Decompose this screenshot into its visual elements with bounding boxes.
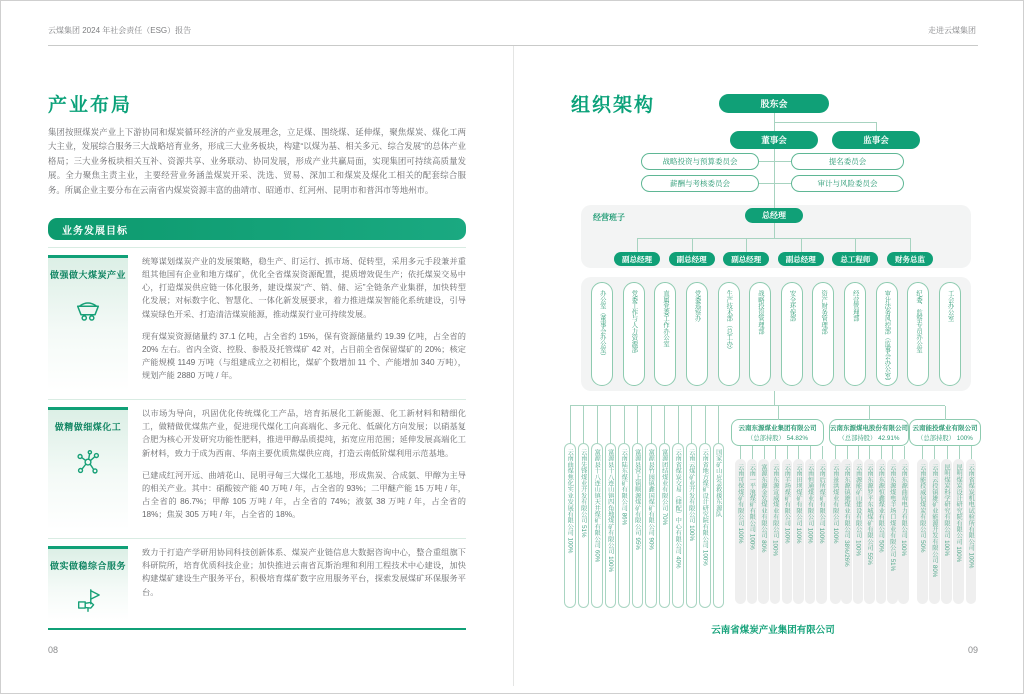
connector-line bbox=[774, 149, 775, 209]
group1-children-row bbox=[735, 459, 827, 604]
group-company-box: 云南东源煤业集团有限公司 （总部持股） 54.82% bbox=[731, 419, 824, 446]
subsidiary-pill: 富源东源金发煤业有限公司 80% bbox=[758, 459, 769, 604]
department-pill: 办公室（董事会办公室） bbox=[591, 282, 613, 386]
shareholders-meeting-pill: 股东会 bbox=[719, 94, 829, 113]
direct-subsidiaries-row bbox=[564, 443, 724, 608]
department-pill: 生产技术部（总工办） bbox=[718, 282, 740, 386]
management-team-label: 经营班子 bbox=[593, 213, 625, 222]
subsidiary-pill: 昆明煤炭科学研究有限公司 100% bbox=[941, 459, 952, 604]
connector-line bbox=[759, 183, 791, 184]
subsidiary-pill: 云南能投威信煤炭有限公司 50% bbox=[917, 459, 928, 604]
subsidiary-pill: 富源团结煤业有限公司 70% bbox=[659, 443, 671, 608]
subsidiary-pill: 富源县十八连山镇四角地煤矿有限公司 100% bbox=[605, 443, 617, 608]
department-pill: 经营管理部 bbox=[844, 282, 866, 386]
executive-pill: 副总经理 bbox=[723, 252, 769, 266]
general-manager-pill: 总经理 bbox=[745, 208, 803, 223]
section-header-bar: 业务发展目标 bbox=[48, 218, 466, 240]
subsidiary-pill: 云南后所煤矿有限公司 100% bbox=[816, 459, 827, 604]
subsidiary-pill: 富源县十八连山镇天井煤矿有限公司 60% bbox=[591, 443, 603, 608]
subsidiary-pill: 昆明煤炭设计研究院有限公司 100% bbox=[953, 459, 964, 604]
subsidiary-pill: 云南东源曲靖电力有限公司 100% bbox=[898, 459, 909, 604]
goal-row-coal-chemical bbox=[48, 399, 466, 538]
connector-line bbox=[774, 223, 775, 238]
executive-pill: 总工程师 bbox=[832, 252, 878, 266]
goal-text bbox=[142, 546, 466, 620]
mine-cart-icon bbox=[73, 297, 103, 323]
goal-label-cell bbox=[48, 546, 128, 620]
executive-pill: 副总经理 bbox=[778, 252, 824, 266]
goal-text bbox=[142, 255, 466, 391]
connector-line bbox=[774, 122, 876, 123]
business-goal-rows bbox=[48, 247, 466, 630]
goal-row-coal-industry bbox=[48, 248, 466, 399]
goal-paragraph: 致力于打造产学研用协同科技创新体系、煤炭产业链信息大数据咨询中心，整合重组旗下科研院所，培育优质科技企业；加快推进云南省瓦斯治理和利用工程技术中心建设，加快构建煤矿建设生产服务平台，积极培育煤矿数字应用服务平台，探索发展煤矿环保服务平台。 bbox=[142, 548, 466, 597]
subsidiary-pill: 云南羊场煤矿有限公司 100% bbox=[782, 459, 793, 604]
committee-pill: 审计与风险委员会 bbox=[791, 175, 904, 192]
department-pill: 党委工作与人力资源部 bbox=[623, 282, 645, 386]
subsidiary-pill: 云南云煤矿业开发有限公司 100% bbox=[686, 443, 698, 608]
department-pill: 党委巡察办 bbox=[686, 282, 708, 386]
subsidiary-pill: 富源县竹园镇鑫国煤矿有限公司 90% bbox=[645, 443, 657, 608]
group-company-box: 云南东源煤电股份有限公司 （总部持股） 42.91% bbox=[829, 419, 909, 446]
subsidiary-pill: 云南省煤炭机电试验所有限公司 100% bbox=[966, 459, 977, 604]
subsidiary-pill: 云南东源镇雄煤业有限公司 38%/26% bbox=[841, 459, 852, 604]
subsidiary-pill: 云南一平浪煤矿有限公司 100% bbox=[747, 459, 758, 604]
supervisory-board-pill: 监事会 bbox=[832, 131, 920, 149]
department-pill: 安全环保部 bbox=[781, 282, 803, 386]
department-pill: 战略投资管理部 bbox=[749, 282, 771, 386]
executive-pill: 财务总监 bbox=[887, 252, 933, 266]
subsidiary-pill: 云南东源恒鑫煤业有限公司 50% bbox=[876, 459, 887, 604]
goal-label: 做精做细煤化工 bbox=[54, 422, 122, 433]
goal-row-services bbox=[48, 538, 466, 628]
subsidiary-pill: 云南田坝煤矿有限公司 100% bbox=[793, 459, 804, 604]
executives-row bbox=[614, 252, 933, 266]
committee-pill: 提名委员会 bbox=[791, 153, 904, 170]
department-pill: 审计法务风控部（监事会办公室） bbox=[876, 282, 898, 386]
goal-paragraph: 统筹谋划煤炭产业的发展策略，稳生产、盯运行、抓市场、促转型，采用多元手段兼并重组其他国有企业和地方煤矿，优化全省煤炭资源配置，提质增效促生产；依托煤炭交易中心，打造煤炭供应链一体化服务，建设煤炭“产、销、储、运”全链条产业集群，加快转型化发展；对标数字化、智慧化、一体化新发展要求，着力推进煤炭智能化系统建设，引导煤炭绿色开采、打造清洁煤炭能源，推动煤炭行业可持续发展。 bbox=[142, 257, 466, 319]
subsidiary-pill: 云南恒通煤业有限公司 100% bbox=[805, 459, 816, 604]
subsidiary-pill: 云南景洪煤业有限公司 100% bbox=[830, 459, 841, 604]
goal-paragraph: 以市场为导向，巩固优化传统煤化工产品，培育拓展化工新能源、化工新材料和精细化工，做精做优煤焦产业，促进现代煤化工向高端化、多元化、低碳化方向发展；以硝基复合肥为核心开发研究功能性肥料，推进甲醇品质提纯，拓宽应用范围；延伸发展高端化工新材料，致力于成为西南、华南主要优质焦煤供应商，打造云南低阶煤利用示范基地。 bbox=[142, 409, 466, 458]
committee-pill: 薪酬与考核委员会 bbox=[641, 175, 759, 192]
subsidiary-pill: 云南陆东煤矿有限公司 86% bbox=[618, 443, 630, 608]
departments-row bbox=[591, 282, 961, 386]
department-pill: 直属党委工作办公室 bbox=[654, 282, 676, 386]
right-page bbox=[513, 1, 1024, 694]
intro-paragraph: 集团按照煤炭产业上下游协同和煤炭循环经济的产业发展理念，立足煤、围绕煤、延伸煤，聚焦煤炭、煤化工两大主业，发展综合服务三大战略培育业务，形成三大业务板块，构建“以煤为基、相关多元、综合发展”的总体产业格局；三大业务板块相关互补、资源共享、业务联动、协同发展，形成产业共赢局面，实现集团可持续高质量发展。全力聚焦主责主业，主要经营业务涵盖煤炭开采、洗选、贸易、深加工和煤炭及煤化工相关的配套综合服务。所属企业主要分布在云南省内煤炭资源丰富的曲靖市、昭通市、红河州、昆明市和普洱市等地州市。 bbox=[48, 127, 466, 195]
page-number-right: 09 bbox=[967, 645, 978, 655]
subsidiary-pill: 云南可保煤矿有限公司 100% bbox=[735, 459, 746, 604]
executive-pill: 副总经理 bbox=[614, 252, 660, 266]
subsidiary-pill: 云南东源罗平东城煤矿有限公司 55% bbox=[864, 459, 875, 604]
connector-line bbox=[774, 391, 775, 405]
department-pill: 纪委、监察专员办公室 bbox=[907, 282, 929, 386]
committee-pill: 战略投资与预算委员会 bbox=[641, 153, 759, 170]
board-of-directors-pill: 董事会 bbox=[730, 131, 818, 149]
goal-paragraph: 现有煤炭资源储量约 37.1 亿吨，占全省约 15%，保有资源储量约 19.39 亿吨，占全省的 20% 左右。省内全资、控股、参股及托管煤矿 42 对，占目前全省保留煤矿的 20%；核定产能规模 1149 万吨（与组建成立之初相比，煤矿个数增加 11 个、产能增加 340 万吨），规划产能 2880 万吨 / 年。 bbox=[142, 331, 466, 380]
subsidiary-pill: 云南先锋煤业开发有限公司 51% bbox=[578, 443, 590, 608]
parent-company-label: 云南省煤炭产业集团有限公司 bbox=[711, 625, 835, 636]
right-page-title: 组织架构 bbox=[571, 94, 656, 116]
page-number-left: 08 bbox=[48, 645, 59, 655]
subsidiary-pill: 云南曲煤焦化实业发展有限公司 100% bbox=[564, 443, 576, 608]
goal-label-cell bbox=[48, 407, 128, 530]
group2-children-row bbox=[830, 459, 909, 604]
molecule-icon bbox=[74, 449, 102, 477]
subsidiary-pill: 云南省地方煤矿设计研究院有限公司 100% bbox=[699, 443, 711, 608]
connector-line bbox=[637, 238, 910, 239]
connector-line bbox=[759, 161, 791, 162]
left-page-title: 产业布局 bbox=[48, 94, 133, 116]
subsidiary-pill: 云南云投镇雄矿业能源开发有限公司 80% bbox=[929, 459, 940, 604]
subsidiary-pill: 云南省煤炭交易（储配）中心有限公司 40% bbox=[672, 443, 684, 608]
subsidiary-pill: 富源县营上镇顺源煤矿有限公司 95% bbox=[632, 443, 644, 608]
subsidiary-pill: 国家矿山应急救援东源队 bbox=[713, 443, 725, 608]
goal-label: 做实做稳综合服务 bbox=[49, 561, 126, 572]
department-pill: 工会办公室 bbox=[939, 282, 961, 386]
header-right: 走进云煤集团 bbox=[928, 26, 976, 35]
goal-label: 做强做大煤炭产业 bbox=[49, 270, 126, 280]
goal-paragraph: 已建成红河开远、曲靖花山、昆明寻甸三大煤化工基地，形成焦炭、合成氨、甲醇为主导的相关产业。其中：硝酸铵产能 40 万吨 / 年，占全省的 93%；二甲醚产能 15 万吨 / 年，占全省的 86.7%；甲醇 105 万吨 / 年，占全省的 74%；液氨 38 万吨 / 年，占全省的 18%；焦炭 305 万吨 / 年，占全省的 18%。 bbox=[142, 470, 466, 519]
goal-text bbox=[142, 407, 466, 530]
group3-children-row bbox=[917, 459, 976, 604]
connector-line bbox=[570, 405, 945, 406]
subsidiary-pill: 云南东源宣威煤业有限公司 100% bbox=[770, 459, 781, 604]
subsidiary-pill: 云南源能矿山建设有限公司 100% bbox=[853, 459, 864, 604]
goal-label-cell bbox=[48, 255, 128, 391]
flag-hand-icon bbox=[74, 588, 102, 615]
group-company-box: 云南能投煤业有限公司 （总部持股） 100% bbox=[909, 419, 981, 446]
department-pill: 资产财务管理部 bbox=[812, 282, 834, 386]
subsidiary-pill: 云南东源煤电羊场口煤业有限公司 51% bbox=[887, 459, 898, 604]
header-left: 云煤集团 2024 年社会责任（ESG）报告 bbox=[48, 26, 192, 35]
executive-pill: 副总经理 bbox=[669, 252, 715, 266]
